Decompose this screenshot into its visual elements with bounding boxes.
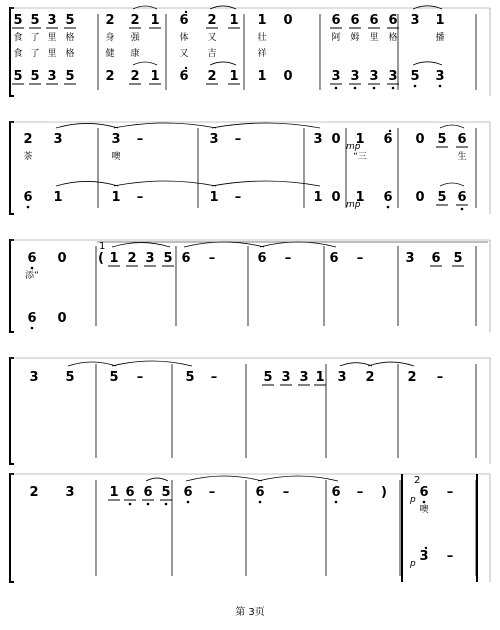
upper-octave-dot bbox=[389, 130, 391, 132]
slur-mark bbox=[340, 363, 372, 366]
note-number: 5 bbox=[65, 69, 75, 84]
note-number: 3 bbox=[47, 69, 57, 84]
lyric-syllable: 强 bbox=[130, 33, 140, 43]
note-number: – bbox=[446, 549, 454, 564]
note-number: 6 bbox=[179, 69, 189, 84]
lower-octave-dot bbox=[461, 208, 464, 211]
lyric-syllable: 添” bbox=[25, 271, 39, 281]
note-number: 2 bbox=[207, 13, 217, 28]
slur-mark bbox=[413, 6, 442, 9]
lyric-syllable: 格 bbox=[388, 33, 398, 43]
upper-octave-dot bbox=[185, 67, 187, 69]
note-number: 2 bbox=[207, 69, 217, 84]
dynamic-mark: mp bbox=[346, 142, 361, 152]
note-number: – bbox=[208, 485, 216, 500]
lyric-syllable: 了 bbox=[30, 33, 40, 43]
note-number: 3 bbox=[405, 251, 415, 266]
slur-mark bbox=[440, 183, 464, 186]
note-number: 0 bbox=[331, 190, 341, 205]
note-number: 5 bbox=[65, 13, 75, 28]
note-number: 3 bbox=[53, 132, 63, 147]
note-number: 5 bbox=[30, 13, 40, 28]
note-number: 0 bbox=[415, 190, 425, 205]
lyric-syllable: 播 bbox=[435, 33, 445, 43]
lower-octave-dot bbox=[387, 206, 390, 209]
note-number: 3 bbox=[281, 370, 291, 385]
note-number: 3 bbox=[299, 370, 309, 385]
note-number: 5 bbox=[453, 251, 463, 266]
lyric-syllable: 祥 bbox=[257, 49, 267, 59]
slur-mark bbox=[184, 242, 264, 247]
note-number: – bbox=[210, 370, 218, 385]
lyric-syllable: 了 bbox=[30, 49, 40, 59]
note-number: 5 bbox=[263, 370, 273, 385]
lyric-syllable: 茶 bbox=[23, 152, 33, 162]
slur-mark bbox=[440, 125, 464, 128]
lower-octave-dot bbox=[27, 206, 30, 209]
note-number: 2 bbox=[365, 370, 375, 385]
lower-octave-dot bbox=[165, 503, 168, 506]
note-number: 2 bbox=[407, 370, 417, 385]
note-number: 1 bbox=[150, 69, 160, 84]
slur-mark bbox=[114, 181, 216, 186]
note-number: 6 bbox=[331, 13, 341, 28]
note-number: 3 bbox=[145, 251, 155, 266]
note-number: 6 bbox=[23, 190, 33, 205]
note-number: 1 bbox=[109, 251, 119, 266]
lyric-syllable: 又 bbox=[179, 49, 189, 59]
note-number: 1 bbox=[257, 13, 267, 28]
note-number: 5 bbox=[30, 69, 40, 84]
lower-octave-dot bbox=[187, 501, 190, 504]
note-number: – bbox=[234, 132, 242, 147]
lower-octave-dot bbox=[354, 87, 357, 90]
lyric-syllable: 格 bbox=[65, 33, 75, 43]
note-number: 3 bbox=[29, 370, 39, 385]
lyric-syllable: 健 bbox=[105, 49, 115, 59]
note-number: 3 bbox=[435, 69, 445, 84]
lower-octave-dot bbox=[414, 85, 417, 88]
note-number: 5 bbox=[185, 370, 195, 385]
note-number: 6 bbox=[179, 13, 189, 28]
note-number: – bbox=[282, 485, 290, 500]
lower-octave-dot bbox=[129, 503, 132, 506]
note-number: 6 bbox=[431, 251, 441, 266]
note-number: 5 bbox=[410, 69, 420, 84]
lyric-syllable: 吉 bbox=[207, 49, 217, 59]
volta-number: 2 bbox=[414, 475, 421, 486]
note-number: 1 bbox=[53, 190, 63, 205]
lyric-syllable: 食 bbox=[13, 33, 23, 43]
note-number: 3 bbox=[410, 13, 420, 28]
note-number: 6 bbox=[181, 251, 191, 266]
slur-mark bbox=[133, 6, 157, 9]
page-number: 第 3页 bbox=[235, 607, 265, 618]
note-number: – bbox=[284, 251, 292, 266]
slur-mark bbox=[260, 242, 336, 247]
note-number: 5 bbox=[161, 485, 171, 500]
lower-octave-dot bbox=[392, 87, 395, 90]
note-number: 1 bbox=[111, 190, 121, 205]
lyric-syllable: 食 bbox=[13, 49, 23, 59]
lower-octave-dot bbox=[335, 87, 338, 90]
slur-mark bbox=[413, 62, 442, 65]
open-paren: ( bbox=[98, 251, 104, 266]
volta-number: 1 bbox=[99, 241, 106, 252]
dynamic-mark: mp bbox=[346, 200, 361, 210]
note-number: 6 bbox=[369, 13, 379, 28]
note-number: 1 bbox=[109, 485, 119, 500]
note-number: 1 bbox=[315, 370, 325, 385]
note-number: 5 bbox=[13, 69, 23, 84]
note-number: – bbox=[356, 251, 364, 266]
note-number: 6 bbox=[329, 251, 339, 266]
note-number: 1 bbox=[150, 13, 160, 28]
note-number: 1 bbox=[355, 132, 365, 147]
slur-mark bbox=[212, 123, 320, 128]
note-number: 0 bbox=[415, 132, 425, 147]
note-number: 6 bbox=[27, 311, 37, 326]
slur-mark bbox=[112, 361, 192, 366]
note-number: 3 bbox=[337, 370, 347, 385]
lyric-syllable: 噢 bbox=[111, 152, 121, 162]
note-number: 2 bbox=[127, 251, 137, 266]
note-number: 6 bbox=[255, 485, 265, 500]
lyric-syllable: 康 bbox=[130, 49, 140, 59]
system-bracket bbox=[10, 358, 14, 464]
note-number: 5 bbox=[13, 13, 23, 28]
system-bracket bbox=[10, 240, 14, 332]
slur-mark bbox=[68, 362, 116, 366]
note-number: 6 bbox=[257, 251, 267, 266]
note-number: 6 bbox=[125, 485, 135, 500]
note-number: 1 bbox=[257, 69, 267, 84]
lower-octave-dot bbox=[31, 327, 34, 330]
lyric-syllable: 生 bbox=[457, 152, 467, 162]
note-number: 3 bbox=[350, 69, 360, 84]
note-number: – bbox=[136, 190, 144, 205]
note-number: 6 bbox=[27, 251, 37, 266]
note-number: 5 bbox=[437, 132, 447, 147]
lyric-syllable: 阿 bbox=[331, 33, 341, 43]
lyric-syllable: 格 bbox=[65, 49, 75, 59]
note-number: 0 bbox=[57, 311, 67, 326]
note-number: 3 bbox=[47, 13, 57, 28]
dynamic-mark: p bbox=[410, 495, 416, 505]
lyric-syllable: 噢 bbox=[419, 505, 429, 515]
note-number: 6 bbox=[350, 13, 360, 28]
note-number: 6 bbox=[383, 190, 393, 205]
note-number: 6 bbox=[419, 485, 429, 500]
note-number: 0 bbox=[57, 251, 67, 266]
lyric-syllable: 又 bbox=[207, 33, 217, 43]
lyric-syllable: 身 bbox=[105, 33, 115, 43]
note-number: 2 bbox=[29, 485, 39, 500]
note-number: 3 bbox=[331, 69, 341, 84]
note-number: 3 bbox=[419, 549, 429, 564]
lower-octave-dot bbox=[373, 87, 376, 90]
note-number: 2 bbox=[105, 13, 115, 28]
slur-mark bbox=[133, 62, 157, 65]
lower-octave-dot bbox=[259, 501, 262, 504]
note-number: – bbox=[446, 485, 454, 500]
lower-octave-dot bbox=[439, 85, 442, 88]
note-number: 2 bbox=[130, 69, 140, 84]
lyric-syllable: 里 bbox=[47, 49, 57, 59]
lower-octave-dot bbox=[423, 501, 426, 504]
note-number: ) bbox=[381, 485, 387, 500]
note-number: 6 bbox=[457, 132, 467, 147]
note-number: 3 bbox=[313, 132, 323, 147]
note-number: 0 bbox=[283, 13, 293, 28]
slur-mark bbox=[146, 478, 168, 481]
note-number: 3 bbox=[209, 132, 219, 147]
slur-mark bbox=[368, 362, 414, 366]
note-number: 5 bbox=[437, 190, 447, 205]
note-number: 1 bbox=[229, 69, 239, 84]
note-number: 6 bbox=[388, 13, 398, 28]
note-number: 5 bbox=[163, 251, 173, 266]
note-number: 0 bbox=[283, 69, 293, 84]
note-number: – bbox=[136, 370, 144, 385]
lyric-syllable: 体 bbox=[179, 33, 189, 43]
lower-octave-dot bbox=[31, 267, 34, 270]
lower-octave-dot bbox=[147, 503, 150, 506]
slur-mark bbox=[210, 62, 236, 65]
note-number: 5 bbox=[65, 370, 75, 385]
note-number: 6 bbox=[143, 485, 153, 500]
note-number: 6 bbox=[183, 485, 193, 500]
dynamic-mark: p bbox=[410, 559, 416, 569]
note-number: 3 bbox=[369, 69, 379, 84]
note-number: 3 bbox=[65, 485, 75, 500]
note-number: 1 bbox=[229, 13, 239, 28]
note-number: 6 bbox=[331, 485, 341, 500]
slur-mark bbox=[186, 476, 262, 481]
lower-octave-dot bbox=[335, 501, 338, 504]
lyric-syllable: 里 bbox=[369, 33, 379, 43]
note-number: – bbox=[208, 251, 216, 266]
slur-mark bbox=[114, 123, 216, 128]
note-number: 6 bbox=[383, 132, 393, 147]
upper-octave-dot bbox=[425, 547, 427, 549]
note-number: 0 bbox=[331, 132, 341, 147]
note-number: 3 bbox=[388, 69, 398, 84]
note-number: 2 bbox=[23, 132, 33, 147]
note-number: 5 bbox=[109, 370, 119, 385]
lyric-syllable: 姆 bbox=[350, 33, 360, 43]
note-number: 1 bbox=[209, 190, 219, 205]
slur-mark bbox=[56, 123, 118, 128]
note-number: 3 bbox=[111, 132, 121, 147]
note-number: – bbox=[356, 485, 364, 500]
note-number: 2 bbox=[130, 13, 140, 28]
slur-mark bbox=[112, 243, 170, 247]
note-number: 1 bbox=[355, 190, 365, 205]
note-number: 1 bbox=[435, 13, 445, 28]
note-number: 2 bbox=[105, 69, 115, 84]
slur-mark bbox=[56, 181, 118, 186]
system-bracket bbox=[10, 122, 14, 214]
lyric-syllable: 壮 bbox=[257, 33, 267, 43]
note-number: – bbox=[436, 370, 444, 385]
lyric-syllable: 里 bbox=[47, 33, 57, 43]
note-number: – bbox=[234, 190, 242, 205]
slur-mark bbox=[210, 6, 236, 9]
note-number: 1 bbox=[313, 190, 323, 205]
system-bracket bbox=[10, 474, 14, 582]
lyric-syllable: “三 bbox=[353, 152, 367, 162]
note-number: 6 bbox=[457, 190, 467, 205]
note-number: – bbox=[136, 132, 144, 147]
upper-octave-dot bbox=[185, 11, 187, 13]
